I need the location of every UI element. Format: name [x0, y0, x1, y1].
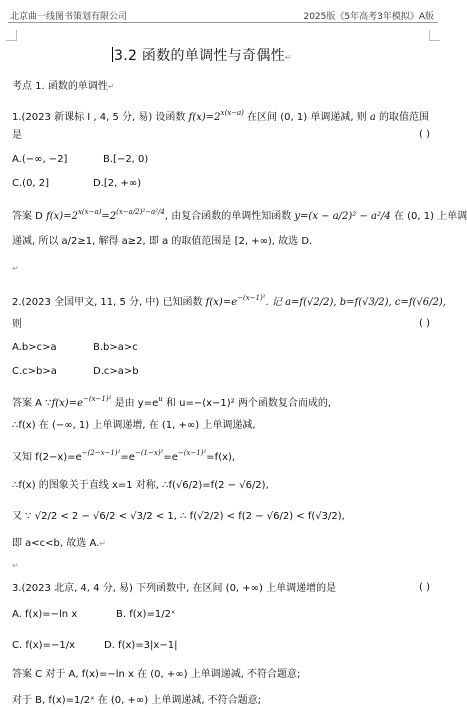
q3-answer-line-2: 对于 B, f(x)=1/2ˣ 在 (0, +∞) 上单调递减, 不符合题意; [12, 695, 262, 706]
q2-answer-line-6: 即 a<c<b, 故选 A.↵ [12, 538, 106, 549]
q2-option-a: A.b>c>a [12, 342, 57, 353]
q2-answer-line-3: 又知 $f(2-x)=e^{-(2-x-1)^2}=e^{-(1-x)^2}=e^{-(x-1)^2}=f(x)$, [12, 449, 236, 463]
section-title: 3.2 函数的单调性与奇偶性↵ [114, 48, 292, 64]
q3-option-d: D. f(x)=3|x−1| [104, 640, 178, 651]
q2-option-d: D.c>a>b [93, 366, 139, 377]
q2-option-b: B.b>a>c [93, 342, 138, 353]
q3-option-b: B. f(x)=1/2ˣ [116, 609, 176, 620]
header-divider [8, 22, 438, 23]
header-book-title: 2025版《5年高考3年模拟》A版 [303, 12, 434, 22]
q1-option-d: D.[2, +∞) [93, 178, 142, 189]
question-3-stem: 3.(2023 北京, 4, 4 分, 易) 下列函数中, 在区间 (0, +∞) 上单调递增的是 [12, 583, 337, 594]
q3-option-a: A. f(x)=−ln x [12, 609, 78, 620]
knowledge-point-heading: 考点 1. 函数的单调性↵ [12, 81, 115, 92]
question-1-stem: 1.(2023 新课标 I , 4, 5 分, 易) 设函数 $f(x)=2^{x(x-a)}$ 在区间 (0, 1) 单调递减, 则 a 的取值范围 [12, 109, 430, 123]
q1-answer-line-1: 答案 D $f(x)=2^{x(x-a)}=2^{(x-a/2)^2-a^2/4}$, 由复合函数的单调性知函数 y=(x − a/2)² − a²/4 在 (0, 1) 上单调 [12, 208, 467, 222]
q2-option-c: C.c>b>a [12, 366, 57, 377]
text-cursor [112, 47, 113, 62]
q1-option-b: B.[−2, 0) [103, 154, 149, 165]
answer-paren: ( ) [419, 318, 430, 329]
q2-answer-line-1: 答案 A $\because f(x)=e^{-(x-1)^2}$ 是由 $y=e^u$ 和 u=−(x−1)² 两个函数复合而成的, [12, 395, 332, 409]
q1-option-c: C.(0, 2] [12, 178, 50, 189]
q1-option-a: A.(−∞, −2] [12, 154, 68, 165]
question-2-stem-cont: 则 [12, 319, 22, 330]
page-header [0, 0, 446, 22]
margin-corner-mark [429, 30, 440, 41]
paragraph-mark: ↵ [12, 561, 19, 570]
question-1-stem-cont: 是 [12, 130, 22, 141]
paragraph-mark: ↵ [12, 264, 19, 273]
q2-answer-line-4: ∴f(x) 的图象关于直线 x=1 对称, ∴f(√6/2)=f(2 − √6/2), [12, 480, 269, 491]
margin-corner-mark [6, 30, 17, 41]
q1-answer-line-2: 递减, 所以 a/2≥1, 解得 a≥2, 即 a 的取值范围是 [2, +∞), 故选 D. [12, 236, 313, 247]
question-2-stem: 2.(2023 全国甲文, 11, 5 分, 中) 已知函数 $f(x)=e^{-(x-1)^2}$. 记 a=f(√2/2), b=f(√3/2), c=f(√6/2), [12, 294, 446, 308]
q3-option-c: C. f(x)=−1/x [12, 640, 75, 651]
header-publisher: 北京曲一线图书策划有限公司 [10, 12, 128, 22]
q2-answer-line-5: 又 ∵ √2/2 < 2 − √6/2 < √3/2 < 1, ∴ f(√2/2) < f(2 − √6/2) < f(√3/2), [12, 511, 345, 522]
q2-answer-line-2: ∴f(x) 在 (−∞, 1) 上单调递增, 在 (1, +∞) 上单调递减, [12, 420, 256, 431]
answer-paren: ( ) [419, 129, 430, 140]
answer-paren: ( ) [419, 582, 430, 593]
q3-answer-line-1: 答案 C 对于 A, f(x)=−ln x 在 (0, +∞) 上单调递减, 不符合题意; [12, 669, 301, 680]
